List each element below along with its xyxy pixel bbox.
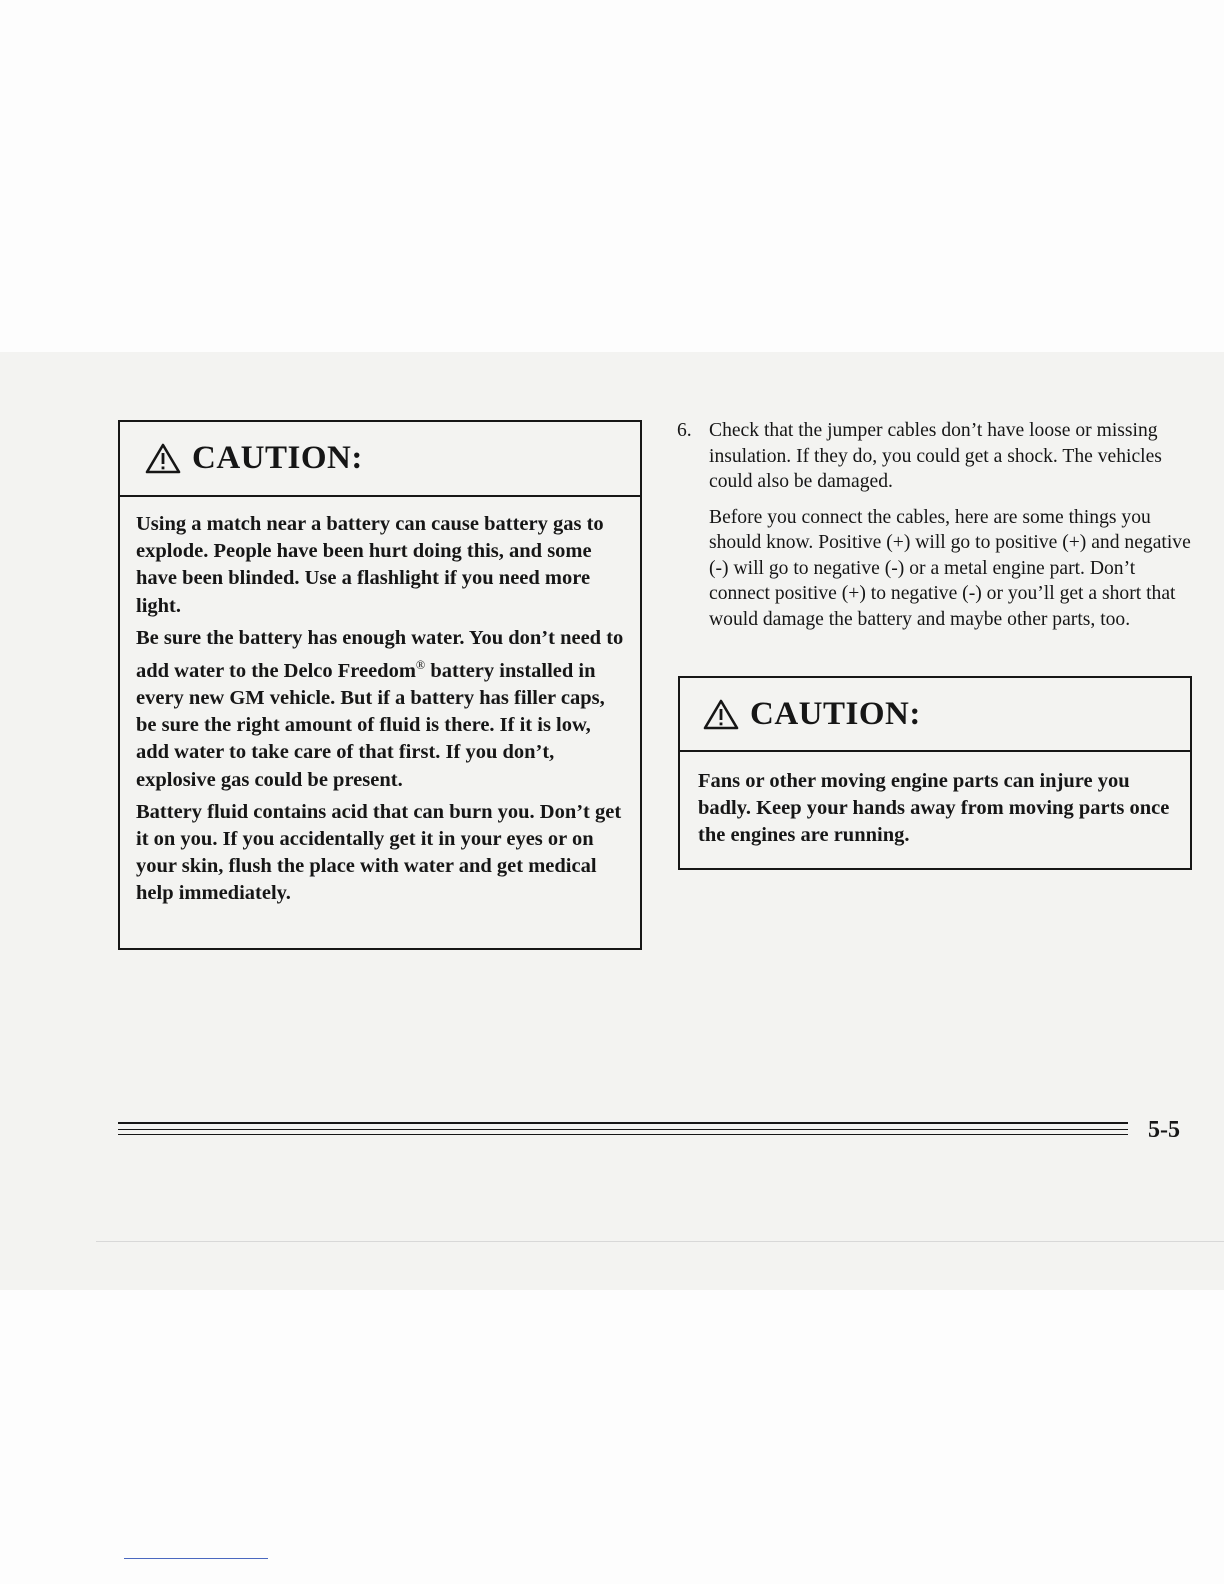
step-number: 6. xyxy=(677,420,692,441)
caution-paragraph-match: Using a match near a battery can cause battery gas to explode. People have been hurt doing this, and some have been blinded. Use a flashlight if you need more light. xyxy=(136,513,604,617)
caution-title: CAUTION: xyxy=(192,440,363,476)
scan-edge-line xyxy=(96,1241,1224,1242)
page-number: 5-5 xyxy=(1148,1117,1180,1143)
step-6 xyxy=(677,418,1197,632)
caution-paragraph-acid: Battery fluid contains acid that can burn you. Don’t get it on you. If you accidentally get it in your eyes or on your skin, flush the place with water and get medical help immediately. xyxy=(136,800,622,905)
caution-box-fans xyxy=(678,676,1192,870)
registered-mark: ® xyxy=(415,658,426,673)
caution-paragraph-water xyxy=(136,625,626,794)
water-text-end: battery installed in every new GM vehicle. But if a battery has filler caps, be sure the right amount of fluid is there. If it is low, add water to take care of that first. If you don’t, explosive gas could be present. xyxy=(136,659,605,791)
footer-rule xyxy=(118,1129,1128,1130)
footer-rule xyxy=(118,1134,1128,1135)
warning-triangle-icon xyxy=(144,442,182,475)
step-paragraph: Before you connect the cables, here are some things you should know. Positive (+) will go to positive (+) and negative (-) will go to negative (-) or a metal engine part. Don’t connect positive (+) to negative (-) or you’ll get a short that would damage the battery and maybe other parts, too. xyxy=(709,506,1191,630)
caution-header xyxy=(120,422,640,497)
caution-title: CAUTION: xyxy=(750,695,921,732)
step-text: Check that the jumper cables don’t have loose or missing insulation. If they do, you could get a shock. The vehicles could also be damaged. xyxy=(709,420,1162,492)
stray-line xyxy=(124,1558,268,1559)
caution-body xyxy=(120,497,640,908)
water-text-start: Be sure the battery has enough water. You don’t need to add water to the Delco Freedom xyxy=(136,626,624,682)
caution-box-battery xyxy=(118,420,642,950)
footer-rule xyxy=(118,1122,1128,1124)
caution-body: Fans or other moving engine parts can injure you badly. Keep your hands away from moving parts once the engines are running. xyxy=(698,770,1170,846)
warning-triangle-icon xyxy=(702,698,740,731)
caution-header xyxy=(680,678,1190,752)
